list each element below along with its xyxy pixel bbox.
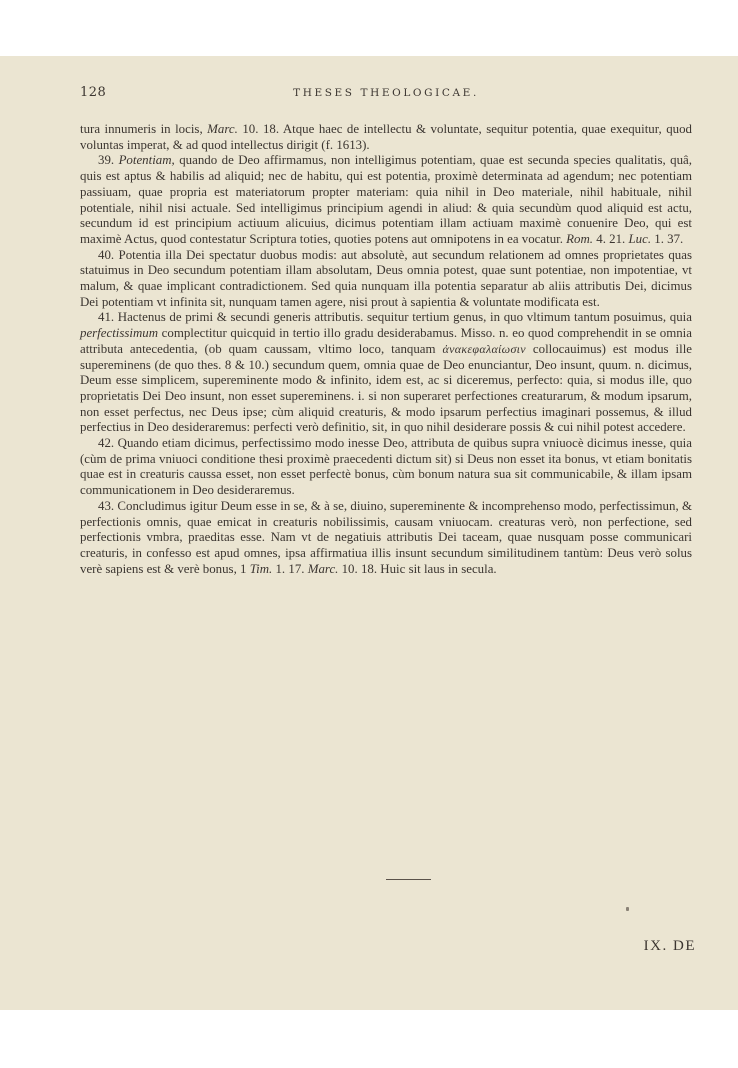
section-divider (386, 879, 431, 880)
thesis-42: 42. Quando etiam dicimus, perfectissimo modo inesse Deo, attributa de quibus supra vniuocè dicimus inesse, quia (cùm de prima vniuoci conditione thesi proximè praecedenti dictum sit) si Deus non esset ita bonus, vt etiam bonitatis quae est in creaturis caussa esset, non esset perfectè bonus, cùm bonum natura sua sit communicabile, & illam ipsam communicationem in Deo desideraremus. (80, 436, 692, 498)
body-text (80, 122, 692, 577)
page-header (80, 85, 692, 101)
thesis-39: 39. Potentiam, quando de Deo affirmamus, non intelligimus potentiam, quae est secunda species qualitatis, quâ, quis est aptus & habilis ad aliquid; nec de habitu, qui est potentia, proximè determinata ad agendum; nec potentiam passiuam, quae propria est materiatorum propter materiam: quia nihil in Deo materiale, nihil habituale, nihil potentiale, nihil nisi actuale. Sed intelligimus principium agendi in aliud: & quia secundùm quod aliquid est actu, secundum id est principium actiuum alicuius, dicimus potentiam illam actiuam maximè conuenire Deo, qui est maximè Actus, quod contestatur Scriptura toties, quoties potens aut omnipotens in ea vocatur. Rom. 4. 21. Luc. 1. 37. (80, 153, 692, 246)
scripture-reference: Luc. (628, 231, 652, 246)
page-number: 128 (80, 85, 107, 100)
greek-term: ἀνακεφαλαίωσιν (442, 341, 526, 356)
thesis-41: 41. Hactenus de primi & secundi generis attributis. sequitur tertium genus, in quo vltimum tantum posuimus, quia perfectissimum complectitur quicquid in tertio illo gradu desiderabamus. Misso. n. eo quod comprehendit in se omnia attributa antecedentia, (ob quam caussam, vltimo loco, tanquam ἀνακεφαλαίωσιν collocauimus) est modus ille supereminens (de quo thes. 8 & 10.) secundum quem, omnia quae de Deo enunciantur, Deo insunt, quum. n. dicimus, Deum esse simplicem, supereminente modo & infinito, idem est, ac si diceremus, perfecto: quia, si modus ille, quo proprietatis Dei Deo insunt, non esset supereminens. i. si non superaret perfectiones creaturarum, & modum ipsarum, non esset perfectus, nec Deus ipse; cùm aliquid creaturis, & modo ipsarum perfectius imaginari possemus, & illud perfectius in Deo desideraremus: perfecti verò definitio, sit, in quo nihil desiderare possis & cui nihil potest accedere. (80, 310, 692, 435)
catchword: IX. DE (643, 938, 696, 954)
paper-speck (626, 907, 629, 911)
scripture-reference: Rom. (566, 231, 594, 246)
scripture-reference: Tim. (249, 561, 273, 576)
book-page (0, 56, 738, 1010)
scripture-reference: Marc. (307, 561, 339, 576)
paragraph-continuation: tura innumeris in locis, Marc. 10. 18. Atque haec de intellectu & voluntate, sequitur potentia, quae exequitur, quod voluntas imperat, & ad quod intellectus dirigit (f. 1613). (80, 122, 692, 152)
running-head: THESES THEOLOGICAE. (293, 87, 479, 99)
emphasis-term: Potentiam, (118, 153, 175, 168)
thesis-40: 40. Potentia illa Dei spectatur duobus modis: aut absolutè, aut secundum relationem ad omnes proprietates quas statuimus in Deo secundum potentiam illam absolutam, Deus omnia potest, quae sunt potentiae, non impotentiae, vt malum, & quae implicant contradictionem. Sed quia nunquam illa potentia separatur ab aliis attributis Dei, dicimus Dei potentiam vt infinita sit, nunquam tamen agere, nisi prout à sapientia & voluntate modificata est. (80, 247, 692, 309)
scripture-reference: Marc. (207, 122, 238, 136)
emphasis-term: perfectissimum (80, 326, 159, 341)
thesis-43: 43. Concludimus igitur Deum esse in se, & à se, diuino, supereminente & incomprehenso modo, perfectissimun, & perfectionis omnis, quae emicat in creaturis nobilissimis, causam vniuocam. creaturas verò, non perfectione, sed perfectionis vmbra, praeditas esse. Nam vt de negatiuis attributis Dei taceam, quae nusquam posse communicari creaturis, in confesso est apud omnes, ipsa affirmatiua illis insunt secundum similitudinem tantùm: Deus verò solus verè sapiens est & verè bonus, 1 Tim. 1. 17. Marc. 10. 18. Huic sit laus in secula. (80, 498, 692, 576)
